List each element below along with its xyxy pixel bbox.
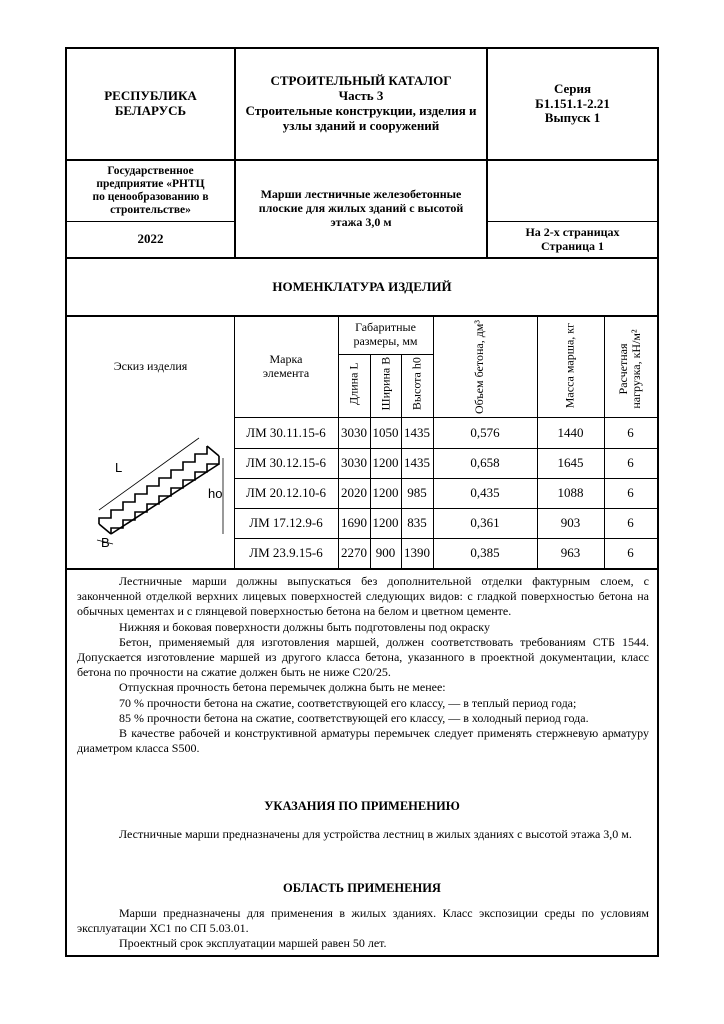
col-load-header: Расчетная нагрузка, кН/м²	[616, 329, 644, 409]
issue-number: Выпуск 1	[544, 110, 601, 126]
series-code: Б1.151.1-2.21	[535, 95, 610, 111]
document-title: Марши лестничные железобетонные плоские для жилых зданий с высотой этажа 3,0 м	[258, 187, 464, 229]
col-length-header: Длина L	[346, 362, 361, 405]
series-label: Серия	[553, 80, 592, 96]
year: 2022	[137, 231, 164, 247]
sketch-label-h: ho	[208, 486, 223, 501]
col-width-header: Ширина B	[378, 356, 393, 411]
catalog-title: СТРОИТЕЛЬНЫЙ КАТАЛОГ	[270, 73, 452, 89]
paragraph: 85 % прочности бетона на сжатие, соответствующей его классу, — в холодный период года.	[119, 710, 589, 725]
stair-sketch	[87, 422, 227, 550]
series-block	[488, 49, 657, 159]
usage-text: Лестничные марши предназначены для устройства лестниц в жилых зданиях с высотой этажа 3,0 м.	[119, 827, 632, 841]
paragraph: В качестве рабочей и конструктивной арматуры перемычек следует применять стержневую арматуру диаметром класса S500.	[77, 726, 649, 756]
pages-total: На 2-х страницах	[525, 224, 620, 239]
country-title: РЕСПУБЛИКА БЕЛАРУСЬ	[104, 88, 197, 118]
col-mark-header: Марка элемента	[262, 351, 310, 380]
catalog-title-block	[236, 49, 486, 159]
nomenclature-title: НОМЕНКЛАТУРА ИЗДЕЛИЙ	[272, 278, 452, 294]
paragraph: Нижняя и боковая поверхности должны быть подготовлены под окраску	[119, 619, 490, 634]
paragraph: Бетон, применяемый для изготовления маршей, должен соответствовать требованиям СТБ 1544. Допускается изготовление маршей из другого класса бетона, указанного в проектной документации, класс бетона по прочности на сжатие должен быть не ниже С20/25.	[77, 634, 649, 680]
col-sketch-header: Эскиз изделия	[113, 358, 188, 373]
paragraph: Отпускная прочность бетона перемычек должна быть не менее:	[119, 680, 446, 695]
page-number: Страница 1	[541, 238, 604, 253]
scope-heading: ОБЛАСТЬ ПРИМЕНЕНИЯ	[283, 881, 441, 895]
page-info	[488, 222, 657, 257]
catalog-part: Часть 3	[338, 88, 384, 104]
sketch-label-B: B	[101, 535, 110, 550]
catalog-part-subtitle: Строительные конструкции, изделия и узлы зданий и сооружений	[245, 103, 477, 133]
col-mass-header: Масса марша, кг	[562, 322, 577, 409]
organization: Государственное предприятие «РНТЦ по ценообразованию в строительстве»	[92, 164, 209, 217]
scope-text: Марши предназначены для применения в жилых зданиях. Класс экспозиции среды по условиям эксплуатации ХС1 по СП 5.03.01. Проектный срок эксплуатации маршей равен 50 лет.	[77, 906, 649, 951]
requirements-text	[77, 574, 649, 756]
document-frame: РЕСПУБЛИКА БЕЛАРУСЬ СТРОИТЕЛЬНЫЙ КАТАЛОГ Часть 3 Строительные конструкции, изделия и узлы зданий и сооружений Серия Б1.151.1-2.21 Выпуск 1 Государственное предприятие «РНТЦ по ценообразованию в строительстве» 2022 Марши лестничные железобетонные плоские для жилых зданий с высотой этажа 3,0 м На 2-х страницах Страница 1 НОМЕНКЛАТУРА ИЗДЕЛИЙ Эскиз изделия Марка элемента Габаритные размеры, мм Длина L Ширина B Высота h0 Объем бетона, дм³ Масса марша, кг Расчетная нагрузка, кН/м² L ho B ЛМ 30.11.15-6 3030 1050 1435 0,576 1440 6 ЛМ 30.12.15-6 3030 1200 1435 0,658 1645 6 ЛМ 20.12.10-6 2020 1200 985 0,435 1088 6 ЛМ 17.12.9-6 1690 1200 835 0,361 903 6 ЛМ 23.9.15-6 2270 900 1390 0,385 963 6 Лестничные марши должны выпускаться без дополнительной отделки фактурным слоем, с законченной отделкой верхних лицевых поверхностей следующих видов: с гладкой поверхностью бетона на обычных цементах и с глянцевой поверхностью бетона на белом и цветном цементе. Нижняя и боковая поверхности должны быть подготовлены под окраску Бетон, применяемый для изготовления маршей, должен соответствовать требованиям СТБ 1544. Допускается изготовление маршей из другого класса бетона, указанного в проектной документации, класс бетона по прочности на сжатие должен быть не ниже С20/25. Отпускная прочность бетона перемычек должна быть не менее: 70 % прочности бетона на сжатие, соответствующей его классу, — в теплый период года; 85 % прочности бетона на сжатие, соответствующей его классу, — в холодный период года. В качестве рабочей и конструктивной арматуры перемычек следует применять стержневую арматуру диаметром класса S500. УКАЗАНИЯ ПО ПРИМЕНЕНИЮ Лестничные марши предназначены для устройства лестниц в жилых зданиях с высотой этажа 3,0 м. ОБЛАСТЬ ПРИМЕНЕНИЯ Марши предназначены для применения в жилых зданиях. Класс экспозиции среды по условиям эксплуатации ХС1 по СП 5.03.01. Проектный срок эксплуатации маршей равен 50 лет.	[65, 47, 659, 957]
usage-heading: УКАЗАНИЯ ПО ПРИМЕНЕНИЮ	[264, 799, 460, 813]
sketch-label-L: L	[115, 460, 123, 475]
stair-steps-drawing	[97, 438, 223, 544]
paragraph: 70 % прочности бетона на сжатие, соответствующей его классу, — в теплый период года;	[119, 695, 577, 710]
col-height-header: Высота h0	[409, 357, 424, 411]
col-volume-header: Объем бетона, дм³	[472, 320, 486, 415]
col-dims-header: Габаритные размеры, мм	[353, 320, 418, 348]
paragraph: Лестничные марши должны выпускаться без дополнительной отделки фактурным слоем, с законченной отделкой верхних лицевых поверхностей следующих видов: с гладкой поверхностью бетона на обычных цементах и с глянцевой поверхностью бетона на белом и цветном цементе.	[77, 574, 649, 619]
